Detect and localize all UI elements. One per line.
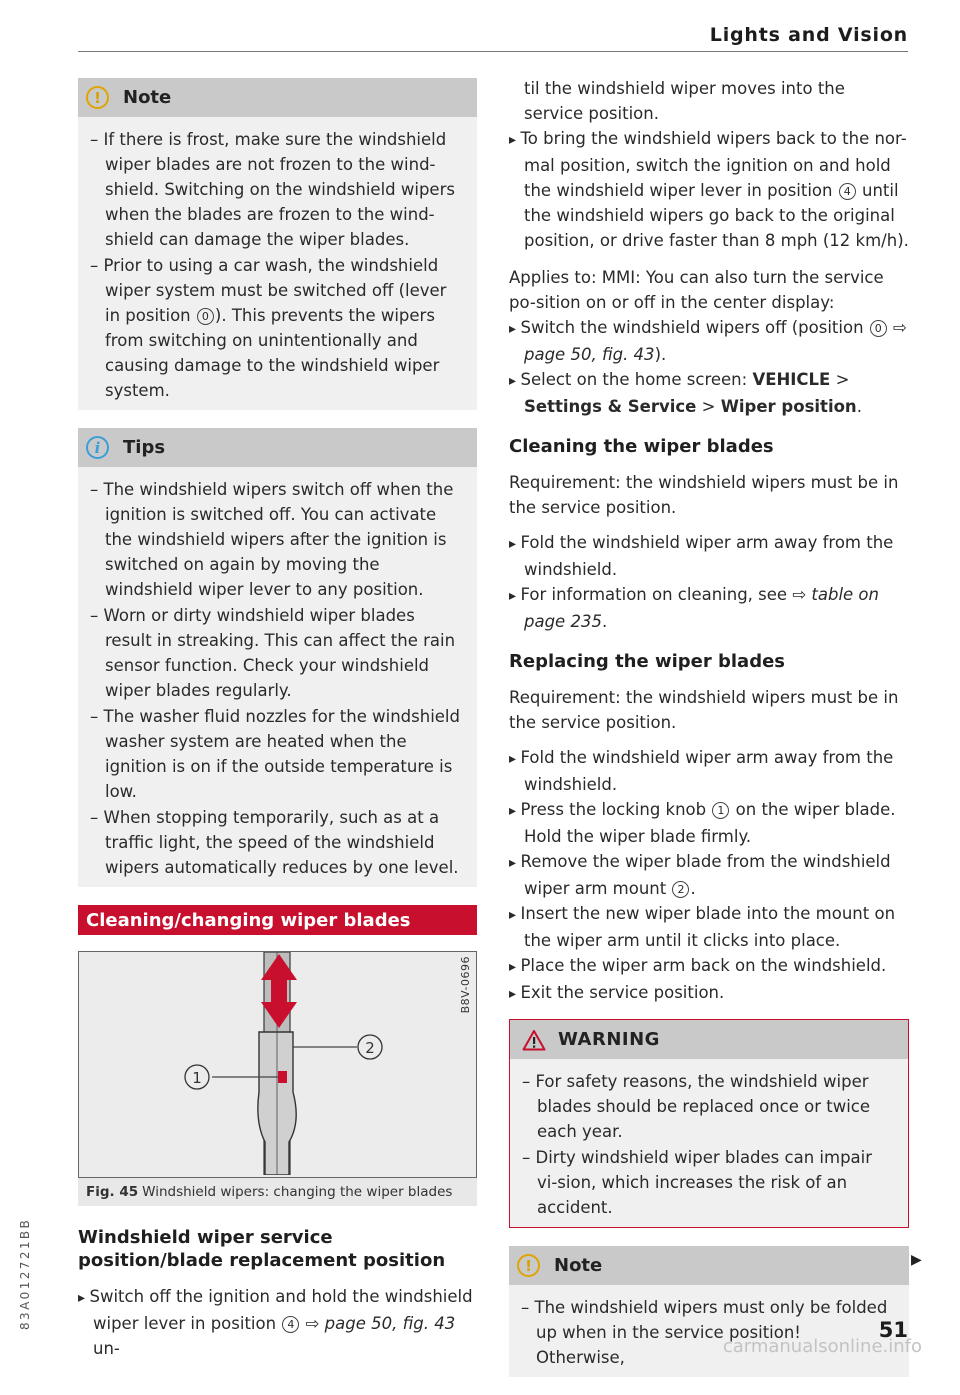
note-box	[78, 78, 477, 410]
service-step: ▸ Select on the home screen: VEHICLE > Settings & Service > Wiper position.	[509, 367, 909, 419]
warning-box-header	[510, 1020, 908, 1059]
note-item: – Prior to using a car wash, the windshield wiper system must be switched off (lever in position 0 ). This prevents the wipers from switching on unintentionally and causing damage to the windshield wiper system.	[90, 253, 463, 403]
figure-id: B8V-0696	[459, 956, 472, 1014]
warning-triangle-icon	[522, 1029, 546, 1051]
applies-to-text: Applies to: MMI: You can also turn the service po-sition on or off in the center display:	[509, 268, 884, 312]
tips-item: – The washer fluid nozzles for the windshield washer system are heated when the ignition is on if the outside temperature is low.	[90, 704, 463, 804]
tips-item: – Worn or dirty windshield wiper blades result in streaking. This can affect the rain sensor function. Check your windshield wiper blades regularly.	[90, 603, 463, 703]
position-ref-icon: 0	[197, 308, 214, 325]
position-ref-icon: 4	[282, 1316, 299, 1333]
note-box	[509, 1246, 909, 1377]
note-item: – The windshield wipers must only be folded up when in the service position! Otherwise,	[521, 1295, 895, 1370]
callout-ref-icon: 1	[712, 802, 729, 819]
callout-ref-icon: 2	[672, 881, 689, 898]
page-number: 51	[878, 1318, 908, 1342]
note-heading: Note	[123, 87, 172, 108]
tips-heading: Tips	[123, 437, 166, 458]
service-step: ▸ Switch the windshield wipers off (position 0 ⇨ page 50, fig. 43).	[509, 315, 909, 367]
note-heading: Note	[554, 1255, 603, 1276]
cross-ref-link[interactable]: ⇨ table on page 235	[524, 585, 879, 631]
position-ref-icon: 4	[839, 183, 856, 200]
callout-1-label: 1	[192, 1069, 202, 1087]
note-box-header	[509, 1246, 909, 1285]
note-item: – If there is frost, make sure the windshield wiper blades are not frozen to the wind-shield. Switching on the windshield wipers when the blades are frozen to the wind-shield can damage the wiper blades.	[90, 127, 463, 252]
tips-box	[78, 428, 477, 887]
service-position-heading: Windshield wiper service position/blade replacement position	[78, 1227, 446, 1271]
tips-item: – When stopping temporarily, such as at a traffic light, the speed of the windshield wipers automatically reduces by one level.	[90, 805, 463, 880]
continued-arrow-icon: ▶	[911, 1252, 922, 1268]
replacing-heading: Replacing the wiper blades	[509, 651, 786, 672]
figure-caption: Fig. 45 Windshield wipers: changing the wiper blades	[78, 1178, 477, 1206]
watermark: carmanualsonline.info	[722, 1336, 922, 1357]
replacing-step: ▸ Remove the wiper blade from the windshield wiper arm mount 2 .	[509, 849, 909, 901]
replacing-requirement: Requirement: the windshield wipers must be in the service position.	[509, 688, 899, 732]
warning-item: – For safety reasons, the windshield wiper blades should be replaced once or twice each year.	[522, 1069, 894, 1144]
service-step: ▸ To bring the windshield wipers back to the nor-mal position, switch the ignition on and hold the windshield wiper lever in position 4 until the windshield wipers go back to the original position, or drive faster than 8 mph (12 km/h).	[509, 126, 909, 253]
document-code: 83A012721BB	[18, 1217, 32, 1330]
callout-2-label: 2	[365, 1039, 375, 1057]
info-icon: i	[86, 436, 109, 459]
warning-heading: WARNING	[558, 1029, 660, 1050]
wiper-illustration	[79, 952, 476, 1175]
warning-box	[509, 1019, 909, 1228]
note-icon: !	[86, 86, 109, 109]
page-header-title: Lights and Vision	[709, 24, 908, 46]
service-step-continued: til the windshield wiper moves into the service position.	[524, 79, 845, 123]
replacing-step: ▸ Press the locking knob 1 on the wiper blade. Hold the wiper blade firmly.	[509, 797, 909, 849]
warning-item: – Dirty windshield wiper blades can impair vi-sion, which increases the risk of an accident.	[522, 1145, 894, 1220]
header-divider	[78, 51, 908, 52]
replacing-step: ▸ Insert the new wiper blade into the mount on the wiper arm until it clicks into place.	[509, 901, 909, 953]
tips-box-header	[78, 428, 477, 467]
note-box-header	[78, 78, 477, 117]
replacing-step: ▸ Place the wiper arm back on the windshield.	[509, 953, 909, 980]
section-title-bar: Cleaning/changing wiper blades	[78, 905, 477, 935]
replacing-step: ▸ Exit the service position.	[509, 980, 909, 1007]
note-icon: !	[517, 1254, 540, 1277]
cleaning-heading: Cleaning the wiper blades	[509, 436, 774, 457]
cleaning-step: ▸ Fold the windshield wiper arm away from the windshield.	[509, 530, 909, 582]
position-ref-icon: 0	[870, 320, 887, 337]
tips-item: – The windshield wipers switch off when the ignition is switched off. You can activate the windshield wipers after the ignition is switched on again by moving the windshield wiper lever to any position.	[90, 477, 463, 602]
replacing-step: ▸ Fold the windshield wiper arm away from the windshield.	[509, 745, 909, 797]
left-column	[78, 78, 477, 1361]
cross-ref-link[interactable]: ⇨ page 50, fig. 43	[305, 1314, 456, 1333]
right-column	[509, 76, 909, 1395]
cross-ref-link[interactable]: ⇨ page 50, fig. 43	[524, 318, 907, 364]
cleaning-requirement: Requirement: the windshield wipers must be in the service position.	[509, 473, 899, 517]
service-step: ▸ Switch off the ignition and hold the windshield wiper lever in position 4 ⇨ page 50, fig. 43 un-	[78, 1284, 477, 1361]
cleaning-step: ▸ For information on cleaning, see ⇨ table on page 235.	[509, 582, 909, 634]
wiper-blade-figure	[78, 951, 477, 1178]
